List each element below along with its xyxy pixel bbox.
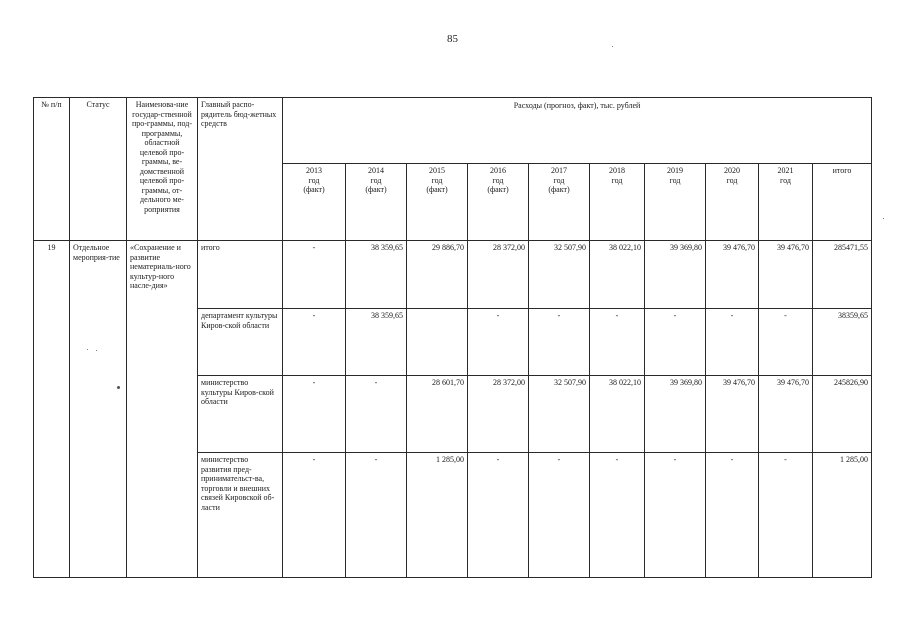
cell-2014: 38 359,65: [346, 309, 407, 376]
budget-table: [33, 97, 872, 578]
year-2017-header: 2017 год (факт): [529, 164, 590, 241]
header-no: № п/п: [34, 98, 70, 241]
cell-2014: 38 359,65: [346, 241, 407, 309]
cell-2020: -: [706, 309, 759, 376]
cell-2013: -: [283, 241, 346, 309]
cell-2019: -: [645, 309, 706, 376]
cell-2021: 39 476,70: [759, 376, 813, 453]
cell-2017: -: [529, 309, 590, 376]
row-distributor: министерство развития пред-принимательст-ва, торговли и внешних связей Кировской об-ласти: [198, 453, 283, 578]
year-2018-header: 2018 год: [590, 164, 645, 241]
total-header: итого: [813, 164, 872, 241]
header-status: Статус: [70, 98, 127, 241]
cell-total: 245826,90: [813, 376, 872, 453]
cell-2018: -: [590, 453, 645, 578]
year-2019-header: 2019 год: [645, 164, 706, 241]
year-2015-header: 2015 год (факт): [407, 164, 468, 241]
cell-2017: 32 507,90: [529, 376, 590, 453]
cell-2021: -: [759, 453, 813, 578]
cell-2015: 1 285,00: [407, 453, 468, 578]
header-distributor: Главный распо-рядитель бюд-жетных средств: [198, 98, 283, 241]
cell-2014: -: [346, 376, 407, 453]
row-distributor: итого: [198, 241, 283, 309]
year-2021-header: 2021 год: [759, 164, 813, 241]
cell-2021: -: [759, 309, 813, 376]
cell-2021: 39 476,70: [759, 241, 813, 309]
cell-2016: 28 372,00: [468, 241, 529, 309]
row-distributor: министерство культуры Киров-ской области: [198, 376, 283, 453]
header-program-name: Наименова-ние государ-ственной про-граммы, под-программы, областной целевой про-граммы, ве-домственной целевой про-граммы, от-дельного ме-роприятия: [127, 98, 198, 241]
cell-2013: -: [283, 309, 346, 376]
cell-2020: -: [706, 453, 759, 578]
scan-speck: [612, 46, 613, 47]
entry-no: 19: [34, 241, 70, 578]
cell-2015: [407, 309, 468, 376]
page-number: 85: [447, 33, 458, 45]
row-distributor: департамент культуры Киров-ской области: [198, 309, 283, 376]
entry-status: Отдельное мероприя-тие: [70, 241, 127, 578]
year-2013-header: 2013 год (факт): [283, 164, 346, 241]
year-2020-header: 2020 год: [706, 164, 759, 241]
cell-2013: -: [283, 453, 346, 578]
cell-total: 285471,55: [813, 241, 872, 309]
cell-2018: -: [590, 309, 645, 376]
cell-2016: 28 372,00: [468, 376, 529, 453]
cell-2016: -: [468, 309, 529, 376]
cell-total: 38359,65: [813, 309, 872, 376]
cell-2020: 39 476,70: [706, 241, 759, 309]
year-2016-header: 2016 год (факт): [468, 164, 529, 241]
cell-total: 1 285,00: [813, 453, 872, 578]
header-row-top: [34, 98, 872, 164]
cell-2019: 39 369,80: [645, 376, 706, 453]
cell-2020: 39 476,70: [706, 376, 759, 453]
cell-2015: 28 601,70: [407, 376, 468, 453]
cell-2013: -: [283, 376, 346, 453]
table-row: [34, 241, 872, 309]
cell-2018: 38 022,10: [590, 376, 645, 453]
scan-speck: [883, 218, 884, 219]
cell-2016: -: [468, 453, 529, 578]
header-expenses: Расходы (прогноз, факт), тыс. рублей: [283, 98, 872, 164]
cell-2018: 38 022,10: [590, 241, 645, 309]
cell-2014: -: [346, 453, 407, 578]
cell-2019: -: [645, 453, 706, 578]
cell-2019: 39 369,80: [645, 241, 706, 309]
cell-2017: 32 507,90: [529, 241, 590, 309]
cell-2017: -: [529, 453, 590, 578]
entry-name: «Сохранение и развитие нематериаль-ного культур-ного насле-дия»: [127, 241, 198, 578]
cell-2015: 29 886,70: [407, 241, 468, 309]
year-2014-header: 2014 год (факт): [346, 164, 407, 241]
